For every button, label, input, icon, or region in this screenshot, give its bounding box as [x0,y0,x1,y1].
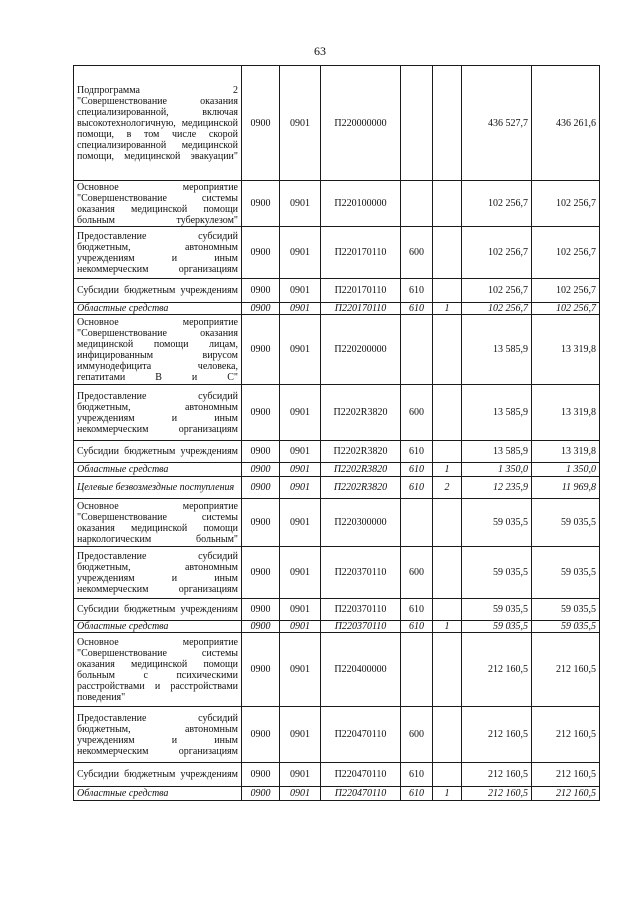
row-name: Подпрограмма 2 "Совершенствование оказания специализированной, включая высокотехнологичную, медицинской помощи, в том числе скорой специализированной медицинской помощи, медицинской эвакуации" [74,66,242,181]
row-name: Основное мероприятие "Совершенствование системы оказания медицинской помощи наркологическим больным" [74,499,242,547]
row-funding-source [433,633,462,707]
row-expense-type: 610 [401,477,433,499]
row-target-code: П2202R3820 [321,463,401,477]
row-amount-1: 212 160,5 [462,763,532,787]
row-amount-1: 102 256,7 [462,227,532,279]
row-target-code: П220170110 [321,303,401,315]
row-funding-source [433,763,462,787]
row-expense-type: 610 [401,463,433,477]
row-amount-1: 59 035,5 [462,547,532,599]
row-section: 0900 [242,621,280,633]
row-funding-source [433,441,462,463]
row-subsection: 0901 [280,707,321,763]
row-name: Предоставление субсидий бюджетным, автономным учреждениям и иным некоммерческим организациям [74,227,242,279]
row-amount-2: 102 256,7 [532,279,600,303]
row-subsection: 0901 [280,66,321,181]
row-amount-2: 13 319,8 [532,315,600,385]
row-subsection: 0901 [280,463,321,477]
row-funding-source [433,707,462,763]
row-expense-type: 610 [401,303,433,315]
row-section: 0900 [242,279,280,303]
table-row [74,707,600,763]
row-amount-1: 102 256,7 [462,303,532,315]
row-section: 0900 [242,547,280,599]
row-target-code: П220170110 [321,279,401,303]
row-amount-1: 13 585,9 [462,441,532,463]
row-expense-type: 600 [401,547,433,599]
row-target-code: П220470110 [321,787,401,801]
row-funding-source [433,66,462,181]
row-name: Субсидии бюджетным учреждениям [74,279,242,303]
row-funding-source [433,279,462,303]
row-section: 0900 [242,599,280,621]
row-name: Основное мероприятие "Совершенствование системы оказания медицинской помощи больным с психическими расстройствами и расстройствами поведения" [74,633,242,707]
table-row [74,547,600,599]
row-amount-2: 59 035,5 [532,599,600,621]
row-expense-type [401,181,433,227]
row-subsection: 0901 [280,787,321,801]
row-name: Областные средства [74,303,242,315]
row-funding-source [433,599,462,621]
table-row [74,181,600,227]
row-expense-type: 600 [401,385,433,441]
row-name: Субсидии бюджетным учреждениям [74,441,242,463]
row-funding-source [433,227,462,279]
row-name: Предоставление субсидий бюджетным, автономным учреждениям и иным некоммерческим организациям [74,385,242,441]
row-amount-1: 212 160,5 [462,707,532,763]
row-amount-2: 212 160,5 [532,707,600,763]
row-expense-type: 610 [401,599,433,621]
row-section: 0900 [242,227,280,279]
row-amount-1: 59 035,5 [462,499,532,547]
row-funding-source [433,315,462,385]
table-row [74,441,600,463]
row-amount-1: 212 160,5 [462,633,532,707]
row-expense-type: 600 [401,227,433,279]
row-subsection: 0901 [280,315,321,385]
row-target-code: П2202R3820 [321,477,401,499]
row-expense-type [401,66,433,181]
row-amount-2: 102 256,7 [532,303,600,315]
row-name: Областные средства [74,463,242,477]
table-row [74,66,600,181]
table-row [74,227,600,279]
row-target-code: П220470110 [321,763,401,787]
row-name: Основное мероприятие "Совершенствование системы оказания медицинской помощи больным туберкулезом" [74,181,242,227]
row-funding-source [433,385,462,441]
row-section: 0900 [242,303,280,315]
row-name: Целевые безвозмездные поступления [74,477,242,499]
row-amount-1: 1 350,0 [462,463,532,477]
row-target-code: П220470110 [321,707,401,763]
row-subsection: 0901 [280,633,321,707]
row-section: 0900 [242,499,280,547]
row-amount-2: 212 160,5 [532,763,600,787]
row-section: 0900 [242,463,280,477]
table-row [74,463,600,477]
row-section: 0900 [242,181,280,227]
row-funding-source: 1 [433,463,462,477]
row-amount-2: 212 160,5 [532,633,600,707]
row-amount-1: 59 035,5 [462,599,532,621]
row-amount-1: 102 256,7 [462,279,532,303]
row-expense-type: 610 [401,763,433,787]
table-row [74,499,600,547]
row-target-code: П220370110 [321,621,401,633]
row-subsection: 0901 [280,477,321,499]
table-row [74,599,600,621]
row-name: Субсидии бюджетным учреждениям [74,599,242,621]
table-row [74,633,600,707]
row-target-code: П2202R3820 [321,441,401,463]
row-target-code: П220170110 [321,227,401,279]
row-amount-2: 102 256,7 [532,227,600,279]
table-row [74,315,600,385]
row-funding-source [433,181,462,227]
row-expense-type: 610 [401,279,433,303]
row-name: Областные средства [74,621,242,633]
budget-table-body [74,66,600,801]
row-amount-2: 436 261,6 [532,66,600,181]
row-amount-1: 102 256,7 [462,181,532,227]
row-expense-type: 600 [401,707,433,763]
row-subsection: 0901 [280,763,321,787]
row-funding-source: 1 [433,787,462,801]
row-funding-source [433,499,462,547]
row-amount-2: 1 350,0 [532,463,600,477]
row-subsection: 0901 [280,547,321,599]
row-expense-type [401,633,433,707]
row-expense-type [401,315,433,385]
row-amount-1: 13 585,9 [462,315,532,385]
row-target-code: П220000000 [321,66,401,181]
row-section: 0900 [242,707,280,763]
row-amount-2: 59 035,5 [532,499,600,547]
row-funding-source: 1 [433,303,462,315]
row-target-code: П220370110 [321,599,401,621]
row-section: 0900 [242,633,280,707]
row-amount-1: 59 035,5 [462,621,532,633]
row-subsection: 0901 [280,499,321,547]
row-subsection: 0901 [280,621,321,633]
row-amount-1: 13 585,9 [462,385,532,441]
row-section: 0900 [242,763,280,787]
table-row [74,385,600,441]
row-section: 0900 [242,385,280,441]
row-funding-source: 2 [433,477,462,499]
row-subsection: 0901 [280,303,321,315]
row-subsection: 0901 [280,441,321,463]
table-row [74,787,600,801]
row-section: 0900 [242,66,280,181]
row-expense-type: 610 [401,441,433,463]
row-target-code: П2202R3820 [321,385,401,441]
row-amount-1: 436 527,7 [462,66,532,181]
row-subsection: 0901 [280,181,321,227]
table-row [74,279,600,303]
row-target-code: П220200000 [321,315,401,385]
row-expense-type: 610 [401,787,433,801]
row-expense-type: 610 [401,621,433,633]
row-target-code: П220370110 [321,547,401,599]
row-funding-source [433,547,462,599]
row-section: 0900 [242,441,280,463]
row-funding-source: 1 [433,621,462,633]
row-amount-1: 212 160,5 [462,787,532,801]
row-expense-type [401,499,433,547]
row-target-code: П220300000 [321,499,401,547]
row-name: Субсидии бюджетным учреждениям [74,763,242,787]
table-row [74,621,600,633]
row-name: Предоставление субсидий бюджетным, автономным учреждениям и иным некоммерческим организациям [74,547,242,599]
row-target-code: П220100000 [321,181,401,227]
row-amount-2: 13 319,8 [532,385,600,441]
row-subsection: 0901 [280,599,321,621]
row-subsection: 0901 [280,227,321,279]
table-row [74,303,600,315]
row-amount-2: 59 035,5 [532,547,600,599]
row-section: 0900 [242,477,280,499]
budget-table [73,65,600,801]
row-amount-1: 12 235,9 [462,477,532,499]
row-subsection: 0901 [280,385,321,441]
row-amount-2: 13 319,8 [532,441,600,463]
row-section: 0900 [242,315,280,385]
row-subsection: 0901 [280,279,321,303]
table-row [74,763,600,787]
row-amount-2: 59 035,5 [532,621,600,633]
row-amount-2: 102 256,7 [532,181,600,227]
table-row [74,477,600,499]
row-target-code: П220400000 [321,633,401,707]
row-name: Основное мероприятие "Совершенствование оказания медицинской помощи лицам, инфицированным вирусом иммунодефицита человека, гепатитами В и С" [74,315,242,385]
row-name: Областные средства [74,787,242,801]
row-section: 0900 [242,787,280,801]
row-amount-2: 11 969,8 [532,477,600,499]
row-amount-2: 212 160,5 [532,787,600,801]
page-number: 63 [314,44,326,58]
row-name: Предоставление субсидий бюджетным, автономным учреждениям и иным некоммерческим организациям [74,707,242,763]
